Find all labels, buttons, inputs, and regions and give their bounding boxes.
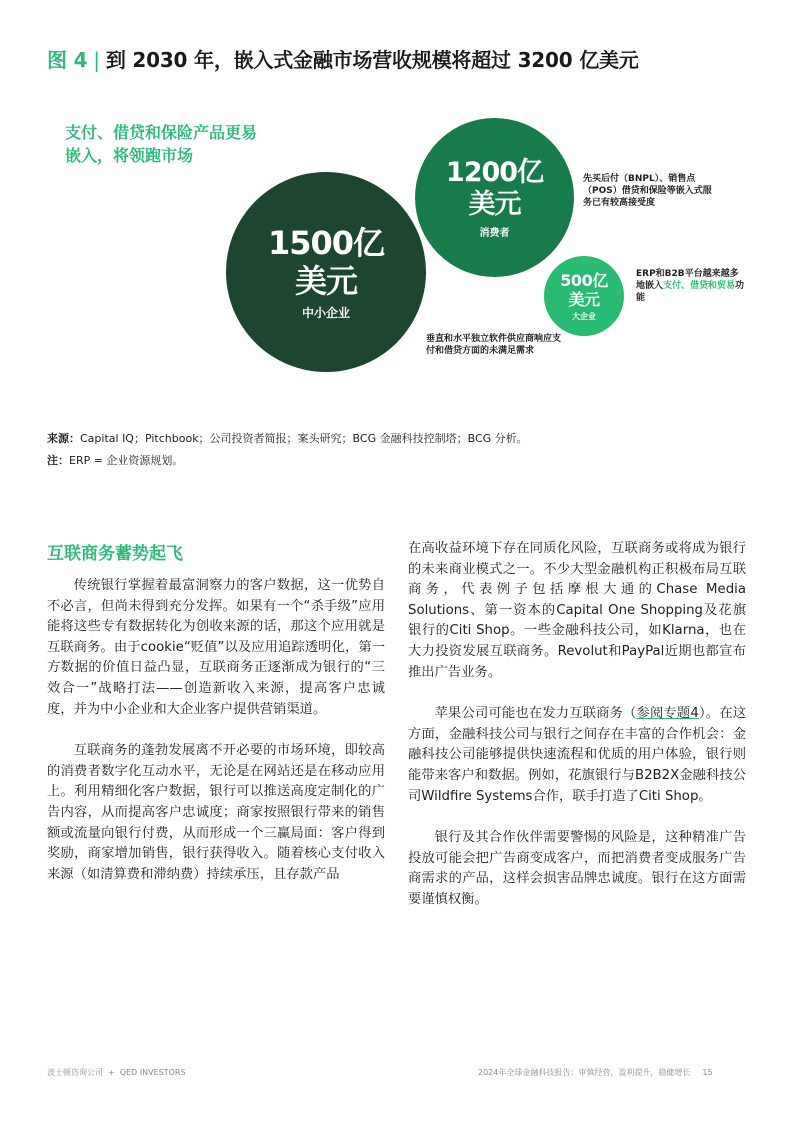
bubble-smb <box>226 172 426 372</box>
bubble-enterprise-amount-line1: 500亿 <box>560 270 608 290</box>
source-line <box>47 430 528 446</box>
paragraph-4-post: ）。在这方面，金融科技公司与银行之间存在丰富的合作机会：金融科技公司能够提供快速流程和优质的用户体验，银行则能带来客户和数据。例如，花旗银行与B2B2X金融科技公司Wildfire Systems合作，联手打造了Citi Shop。 <box>408 706 747 804</box>
sidebar-reference-link[interactable]: 参阅专题4 <box>636 706 699 722</box>
title-separator: | <box>93 48 100 72</box>
left-column <box>47 576 385 906</box>
note-consumer: 先买后付（BNPL）、销售点（POS）借贷和保险等嵌入式服务已有较高接受度 <box>583 174 712 208</box>
right-column <box>408 539 746 932</box>
figure-label: 图 4 <box>47 48 88 72</box>
bubble-consumer <box>415 118 574 277</box>
source-text: Capital IQ；Pitchbook；公司投资者简报；案头研究；BCG 金融科技控制塔；BCG 分析。 <box>80 432 528 445</box>
paragraph-1: 传统银行掌握着最富洞察力的客户数据，这一优势自不必言，但尚未得到充分发挥。如果有一个“杀手级”应用能将这些专有数据转化为创收来源的话，那这个应用就是互联商务。由于cookie“贬值”以及应用追踪透明化，第一方数据的价值日益凸显，互联商务正逐渐成为银行的“三效合一”战略打法——创造新收入来源，提高客户忠诚度，并为中小企业和大企业客户提供营销渠道。 <box>47 578 385 717</box>
paragraph-4-pre: 苹果公司可能也在发力互联商务（ <box>434 706 637 722</box>
footer-right <box>478 1067 713 1078</box>
section-heading: 互联商务蓄势起飞 <box>47 544 183 564</box>
paragraph-3: 在高收益环境下存在同质化风险，互联商务或将成为银行的未来商业模式之一。不少大型金融机构正积极布局互联商务，代表例子包括摩根大通的Chase Media Solutions、第一资本的Capital One Shopping及花旗银行的Citi Shop。一些金融科技公司，如Klarna，也在大力投资发展互联商务。Revolut和PayPal近期也都宣布推出广告业务。 <box>408 541 746 680</box>
note-enterprise <box>636 268 746 304</box>
note-enterprise-highlight: 支付、借贷和贸易 <box>663 281 736 291</box>
bubble-enterprise-amount-line2: 美元 <box>568 289 600 309</box>
bubble-consumer-amount-line1: 1200亿 <box>445 156 544 188</box>
footer-left <box>47 1067 186 1078</box>
paragraph-4 <box>408 704 746 807</box>
bubble-consumer-segment: 消费者 <box>479 227 510 239</box>
page-number: 15 <box>702 1068 713 1077</box>
bubble-smb-amount-line2: 美元 <box>294 261 357 300</box>
note-label: 注： <box>47 454 69 467</box>
paragraph-5: 银行及其合作伙伴需要警惕的风险是，这种精准广告投放可能会把广告商变成客户，而把消费者变成服务广告商需求的产品，这样会损害品牌忠诚度。银行在这方面需要谨慎权衡。 <box>408 830 746 907</box>
paragraph-2: 互联商务的蓬勃发展离不开必要的市场环境，即较高的消费者数字化互动水平，无论是在网站还是在移动应用上。利用精细化客户数据，银行可以推送高度定制化的广告内容，从而提高客户忠诚度；商家按照银行带来的销售额或流量向银行付费，从而形成一个三赢局面：客户得到奖励，商家增加销售，银行获得收入。随着核心支付收入来源（如清算费和滞纳费）持续承压，且存款产品 <box>47 743 385 882</box>
note-smb <box>426 333 566 357</box>
footer-separator: + <box>108 1068 115 1077</box>
chart-heading: 支付、借贷和保险产品更易嵌入，将领跑市场 <box>65 123 258 165</box>
note-smb-pre: 垂直和水平独立软件供应商响应 <box>426 334 553 344</box>
note-enterprise-pre: ERP和B2B平台越来越多地嵌入 <box>636 269 739 291</box>
bubble-consumer-amount-line2: 美元 <box>468 188 521 220</box>
note-text: ERP = 企业资源规划。 <box>69 454 184 467</box>
note-smb-highlight: 支付和借贷 <box>426 334 562 356</box>
note-enterprise-post: 功能 <box>636 281 745 303</box>
figure-title-text: 到 2030 年，嵌入式金融市场营收规模将超过 3200 亿美元 <box>105 48 639 72</box>
figure-title <box>47 44 767 73</box>
bubble-smb-segment: 中小企业 <box>301 305 350 320</box>
bubble-enterprise-segment: 大企业 <box>572 311 596 321</box>
bubble-smb-amount-line1: 1500亿 <box>267 223 385 262</box>
footer-report-title: 2024年全球金融科技报告：审慎经营，盈利提升，稳健增长 <box>478 1068 691 1077</box>
bubble-enterprise <box>544 256 624 336</box>
source-label: 来源： <box>47 432 80 445</box>
footer-org-bcg: 波士顿咨询公司 <box>47 1068 103 1077</box>
note-smb-post: 方面的未满足需求 <box>462 346 535 356</box>
note-line <box>47 452 183 468</box>
footer-org-qed: QED INVESTORS <box>119 1068 186 1077</box>
